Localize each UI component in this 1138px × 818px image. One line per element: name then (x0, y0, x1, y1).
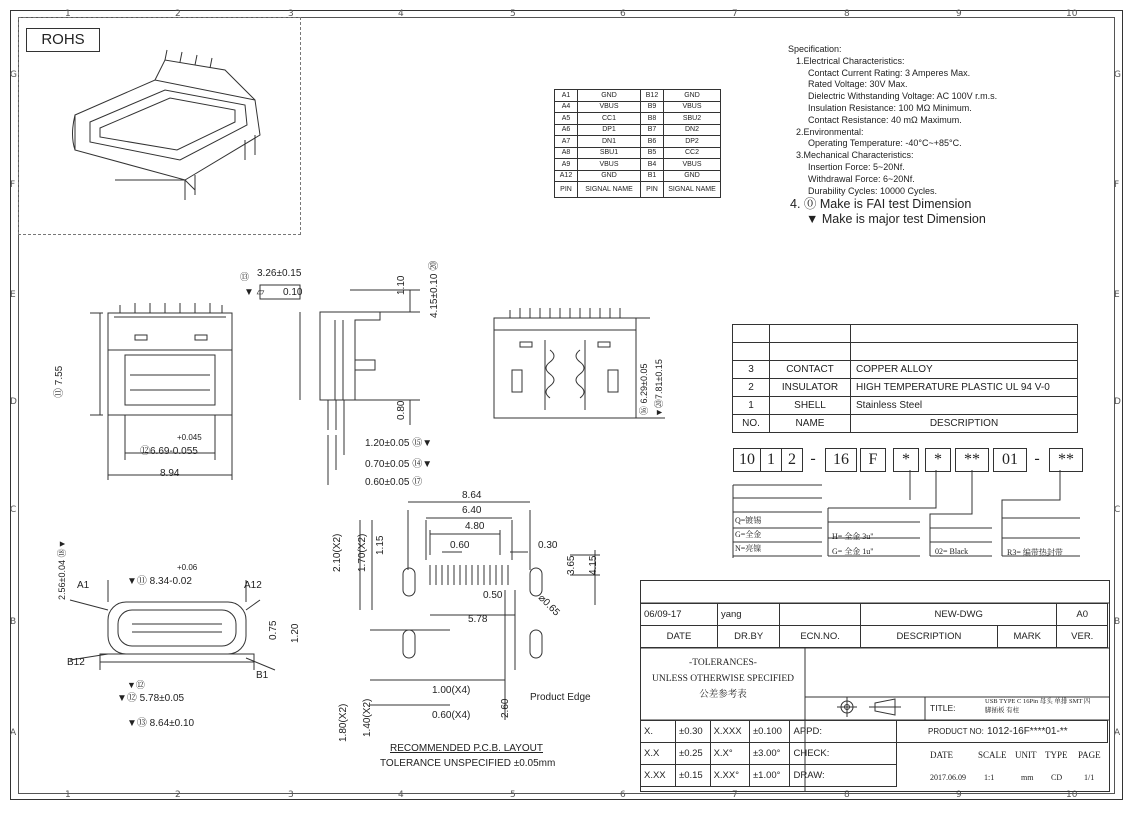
pin-cell: A8 (555, 147, 578, 159)
option-color: 02= Black (935, 547, 969, 556)
spec-environmental: 2.Environmental: (796, 126, 864, 137)
pin-cell: A1 (555, 90, 578, 102)
rev-by: yang (717, 604, 779, 626)
pcb-dim-180: 1.80(X2) (338, 703, 349, 742)
pin-row (555, 159, 721, 171)
pcb-dim-060: 0.60 (450, 540, 470, 551)
title-block-header: TYPE (1045, 750, 1068, 760)
dim-h-415: 4.15±0.10 ⑳ (429, 260, 440, 318)
title-block-header: SCALE (978, 750, 1007, 760)
option-pack: R3= 编带热封带 (1007, 548, 1063, 557)
part-number-segment: 16 (825, 448, 857, 472)
spec-note-fai: 4. ⓪ Make is FAI test Dimension (790, 197, 972, 212)
dim-075: 0.75 (268, 620, 279, 640)
title-label: TITLE: (930, 703, 956, 713)
zone-number: 6 (620, 790, 626, 800)
zone-number: 7 (732, 9, 738, 19)
product-no-label: PRODUCT NO: (928, 727, 984, 736)
label-a12: A12 (244, 580, 262, 591)
pin-cell: DN1 (578, 136, 641, 148)
zone-letter: C (1114, 505, 1121, 515)
pcb-dim-050: 0.50 (483, 590, 503, 601)
material-cell: SHELL (770, 397, 851, 415)
spec-item: Contact Current Rating: 3 Amperes Max. (808, 67, 971, 78)
isometric-connector-drawing (55, 40, 285, 220)
pin-cell: A4 (555, 101, 578, 113)
zone-number: 5 (510, 790, 516, 800)
zone-letter: E (1114, 290, 1120, 300)
option-plating: Q=镀锡 (735, 516, 762, 525)
tolerance-cell: X.X (641, 743, 676, 765)
pin-cell: VBUS (578, 101, 641, 113)
dim-width-669: ⑫6.69-0.055 (140, 446, 198, 457)
tolerance-cell: ±0.100 (749, 721, 790, 743)
pin-signal-table (554, 89, 721, 198)
pin-cell: SBU2 (664, 113, 721, 125)
pin-cell: CC1 (578, 113, 641, 125)
pcb-dim-115: 1.15 (375, 535, 386, 555)
pin-cell: VBUS (664, 159, 721, 171)
pcb-layout-title: RECOMMENDED P.C.B. LAYOUT (390, 743, 543, 754)
pcb-dim-170: 1.70(X2) (357, 533, 368, 572)
pin-header-cell: PIN (555, 182, 578, 198)
title-block-header: DATE (930, 750, 953, 760)
tolerance-cn: 公差参考表 (699, 690, 747, 700)
zone-letter: A (10, 728, 17, 738)
zone-number: 9 (956, 9, 962, 19)
pin-cell: SBU1 (578, 147, 641, 159)
zone-number: 8 (844, 790, 850, 800)
pin-row (555, 136, 721, 148)
tolerance-cell: ±3.00° (749, 743, 790, 765)
dim-rect-326: 3.26±0.15 (257, 268, 302, 279)
part-number-segment: ** (1049, 448, 1083, 472)
material-blank-row (733, 325, 1078, 343)
material-cell: COPPER ALLOY (851, 361, 1078, 379)
dim-060: 0.60±0.05 ⑰ (365, 477, 423, 488)
dim-h-781: ▼⑳7.81±0.15 (654, 359, 664, 417)
part-number-segment: 1 (760, 448, 782, 472)
rev-h-date: DATE (641, 626, 718, 648)
spec-item: Contact Resistance: 40 mΩ Maximum. (808, 114, 962, 125)
rev-date: 06/09-17 (641, 604, 718, 626)
pin-cell: VBUS (664, 101, 721, 113)
zone-letter: G (10, 70, 17, 80)
dim-070: 0.70±0.05 ⑭▼ (365, 459, 433, 470)
zone-number: 6 (620, 9, 626, 19)
pin-cell: GND (664, 170, 721, 182)
pin-row (555, 113, 721, 125)
pin-cell: VBUS (578, 159, 641, 171)
material-blank-row (733, 343, 1078, 361)
zone-number: 3 (288, 790, 294, 800)
spec-electrical: 1.Electrical Characteristics: (796, 55, 905, 66)
spec-item: Insulation Resistance: 100 MΩ Minimum. (808, 102, 972, 113)
material-header-row (733, 415, 1078, 433)
dim-h-256: 2.56±0.04 ⑱▼ (57, 539, 67, 600)
pin-row (555, 101, 721, 113)
pin-cell: A7 (555, 136, 578, 148)
title-block-value: 2017.06.09 (930, 773, 966, 782)
zone-number: 1 (65, 9, 71, 19)
material-cell: HIGH TEMPERATURE PLASTIC UL 94 V-0 (851, 379, 1078, 397)
part-number-segment: F (860, 448, 886, 472)
dim-width-669-tol: +0.045 (177, 433, 202, 442)
zone-number: 9 (956, 790, 962, 800)
spec-item: Operating Temperature: -40°C~+85°C. (808, 138, 962, 149)
material-header-cell: NAME (770, 415, 851, 433)
pin-row (555, 170, 721, 182)
dim-w-578-tag: ▼⑫ (127, 680, 145, 690)
rev-h-desc: DESCRIPTION (860, 626, 997, 648)
tolerance-cell: ±0.30 (676, 721, 711, 743)
part-number-segment: - (810, 450, 816, 467)
material-cell: Stainless Steel (851, 397, 1078, 415)
part-number-segment: - (1034, 450, 1040, 467)
dim-w-834-tol: +0.06 (177, 563, 198, 572)
tolerance-cell: X.XXX (710, 721, 749, 743)
zone-number: 10 (1066, 9, 1078, 19)
tolerance-cell: APPD: (790, 721, 897, 743)
pcb-dim-210: 2.10(X2) (332, 533, 343, 572)
tolerance-cell: ±0.25 (676, 743, 711, 765)
pcb-dim-065: ⌀0.65 (535, 592, 562, 619)
spec-mechanical: 3.Mechanical Characteristics: (796, 150, 914, 161)
part-number-segment: 2 (781, 448, 803, 472)
material-cell: 3 (733, 361, 770, 379)
part-number-segment: * (925, 448, 951, 472)
title-block-header: PAGE (1078, 750, 1101, 760)
option-gold: H= 全金 3u" (832, 532, 874, 541)
tolerance-cell: CHECK: (790, 743, 897, 765)
option-plating: N=亮镍 (735, 544, 762, 553)
pin-cell: A12 (555, 170, 578, 182)
flatness-value: 0.10 (283, 287, 303, 298)
pcb-dim-480: 4.80 (465, 521, 485, 532)
zone-letter: G (1114, 70, 1121, 80)
dim-height-755: ⑪ 7.55 (54, 365, 65, 398)
zone-number: 10 (1066, 790, 1078, 800)
dim-w-864: ▼⑬ 8.64±0.10 (127, 718, 195, 729)
pin-cell: B8 (641, 113, 664, 125)
title-block-value: 1/1 (1084, 773, 1095, 782)
tolerance-cell: X. (641, 721, 676, 743)
tolerance-cell: X.X° (710, 743, 749, 765)
pcb-dim-140: 1.40(X2) (362, 698, 373, 737)
zone-number: 1 (65, 790, 71, 800)
zone-letter: B (1114, 617, 1121, 627)
pin-row (555, 90, 721, 102)
zone-number: 2 (175, 9, 181, 19)
pin-header-row (555, 182, 721, 198)
dim-w-834: ▼⑪ 8.34-0.02 (127, 576, 192, 587)
material-cell: CONTACT (770, 361, 851, 379)
option-gold: G= 全金 1u" (832, 547, 874, 556)
tolerance-cell: X.XX° (710, 765, 749, 787)
product-no-value: 1012-16F****01-** (987, 726, 1068, 737)
dim-rect-tag: ⑬ (240, 272, 250, 282)
zone-letter: F (1114, 180, 1120, 190)
pin-row (555, 124, 721, 136)
product-edge-label: Product Edge (530, 692, 591, 703)
pin-row (555, 147, 721, 159)
spec-note-major: ▼ Make is major test Dimension (806, 212, 986, 227)
rev-h-ver: VER. (1057, 626, 1108, 648)
specification-block (788, 44, 997, 227)
rev-description: NEW-DWG (860, 604, 1057, 626)
part-number-segment: ** (955, 448, 989, 472)
zone-letter: B (10, 617, 17, 627)
pin-cell: A5 (555, 113, 578, 125)
dim-120-vert: 1.20 (290, 623, 301, 643)
pcb-dim-864: 8.64 (462, 490, 482, 501)
material-cell: INSULATOR (770, 379, 851, 397)
pin-cell: A9 (555, 159, 578, 171)
title-block-value: mm (1021, 773, 1034, 782)
pin-header-cell: SIGNAL NAME (664, 182, 721, 198)
pin-header-cell: PIN (641, 182, 664, 198)
tolerance-cell: DRAW: (790, 765, 897, 787)
part-number-segment: 01 (993, 448, 1027, 472)
zone-letter: A (1114, 728, 1121, 738)
zone-letter: D (10, 397, 17, 407)
tolerance-unless: UNLESS OTHERWISE SPECIFIED (652, 674, 794, 684)
zone-number: 8 (844, 9, 850, 19)
title-block-value: 1:1 (984, 773, 995, 782)
spec-title: Specification: (788, 44, 842, 54)
pin-cell: B1 (641, 170, 664, 182)
tolerance-cell: X.XX (641, 765, 676, 787)
pcb-dim-100x4: 1.00(X4) (432, 685, 471, 696)
option-plating: G=全金 (735, 530, 762, 539)
title-block-frame (640, 580, 1110, 792)
title-value: USB TYPE C 16Pin 母头 单排 SMT 四脚插板 有柱 (985, 698, 1091, 714)
dim-w-578: ▼⑫ 5.78±0.05 (117, 693, 185, 704)
zone-number: 5 (510, 9, 516, 19)
tolerance-cell: ±0.15 (676, 765, 711, 787)
pcb-dim-260: 2.60 (500, 698, 511, 718)
rohs-label: ROHS (26, 28, 100, 52)
pcb-dim-060x4: 0.60(X4) (432, 710, 471, 721)
materials-table (732, 324, 1078, 433)
pin-cell: CC2 (664, 147, 721, 159)
dim-width-894: 8.94 (160, 468, 180, 479)
flatness-symbol: ▼ ▱ (244, 287, 265, 298)
title-block-value: CD (1051, 773, 1063, 782)
zone-letter: E (10, 290, 16, 300)
pin-header-cell: SIGNAL NAME (578, 182, 641, 198)
zone-number: 3 (288, 9, 294, 19)
pcb-dim-030: 0.30 (538, 540, 558, 551)
tolerance-cell: ±1.00° (749, 765, 790, 787)
material-header-cell: DESCRIPTION (851, 415, 1078, 433)
pin-cell: GND (664, 90, 721, 102)
pcb-dim-578: 5.78 (468, 614, 488, 625)
pin-cell: B5 (641, 147, 664, 159)
pin-cell: A6 (555, 124, 578, 136)
spec-item: Insertion Force: 5~20Nf. (808, 161, 905, 172)
pcb-dim-640: 6.40 (462, 505, 482, 516)
material-row (733, 379, 1078, 397)
pin-cell: B4 (641, 159, 664, 171)
material-cell: 2 (733, 379, 770, 397)
material-header-cell: NO. (733, 415, 770, 433)
dim-120: 1.20±0.05 ⑮▼ (365, 438, 433, 449)
pin-cell: DP1 (578, 124, 641, 136)
rev-h-drby: DR.BY (717, 626, 779, 648)
pcb-dim-365: 3.65 (566, 555, 577, 575)
pin-cell: B12 (641, 90, 664, 102)
rev-h-ecn: ECN.NO. (780, 626, 861, 648)
material-row (733, 397, 1078, 415)
rev-h-mark: MARK (997, 626, 1057, 648)
pin-cell: GND (578, 90, 641, 102)
dim-h-080: 0.80 (396, 400, 407, 420)
spec-item: Withdrawal Force: 6~20Nf. (808, 173, 915, 184)
pin-cell: B6 (641, 136, 664, 148)
spec-item: Rated Voltage: 30V Max. (808, 79, 908, 90)
pin-cell: GND (578, 170, 641, 182)
zone-letter: F (10, 180, 16, 190)
spec-item: Dielectric Withstanding Voltage: AC 100V r.m.s. (808, 91, 998, 102)
zone-letter: C (10, 505, 17, 515)
label-a1: A1 (77, 580, 90, 591)
part-number-segment: 10 (733, 448, 761, 472)
label-b12: B12 (67, 657, 85, 668)
zone-number: 7 (732, 790, 738, 800)
pin-cell: B7 (641, 124, 664, 136)
title-block-header: UNIT (1015, 750, 1037, 760)
pin-cell: DP2 (664, 136, 721, 148)
pcb-tolerance-note: TOLERANCE UNSPECIFIED ±0.05mm (380, 758, 556, 769)
zone-letter: D (1114, 397, 1121, 407)
material-cell: 1 (733, 397, 770, 415)
rev-mark: A0 (1057, 604, 1108, 626)
zone-number: 4 (398, 9, 404, 19)
pin-cell: DN2 (664, 124, 721, 136)
zone-number: 2 (175, 790, 181, 800)
zone-number: 4 (398, 790, 404, 800)
pin-cell: B9 (641, 101, 664, 113)
label-b1: B1 (256, 670, 269, 681)
dim-h-110: 1.10 (396, 275, 407, 295)
spec-item: Durability Cycles: 10000 Cycles. (808, 185, 938, 196)
part-number-segment: * (893, 448, 919, 472)
dim-h-629: ⑯ 6.29±0.05 (639, 363, 649, 415)
pcb-dim-415: 4.15 (588, 555, 599, 575)
tolerance-title: -TOLERANCES- (689, 658, 757, 668)
material-row (733, 361, 1078, 379)
